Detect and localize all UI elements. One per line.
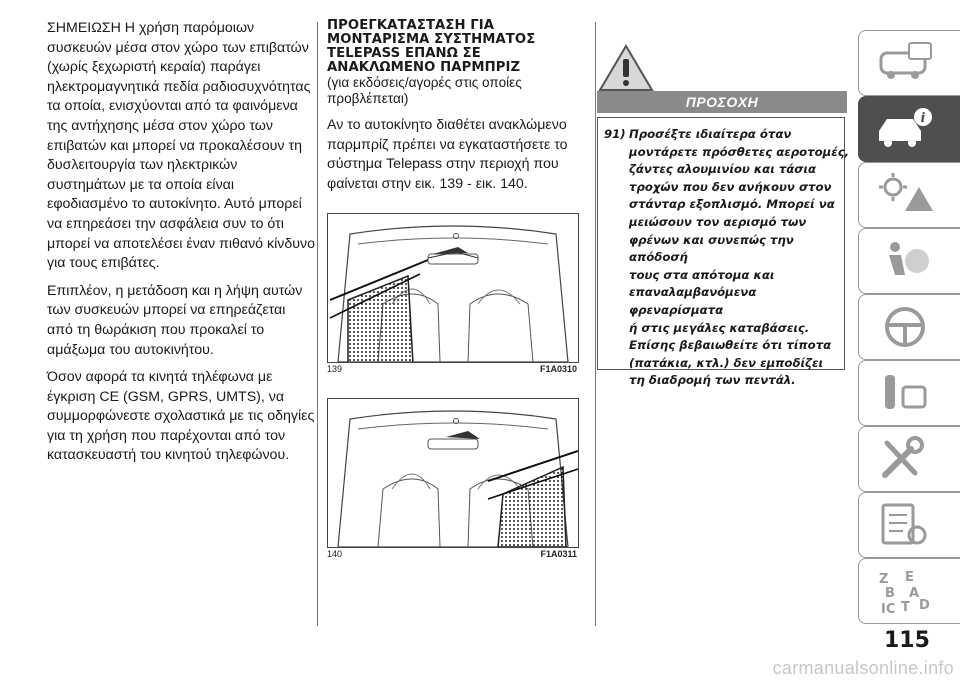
steering-wheel-icon xyxy=(875,303,935,351)
windshield-illustration xyxy=(327,398,579,548)
figure-code: F1A0310 xyxy=(539,364,577,374)
section-subnote: (για εκδόσεις/αγορές στις οποίες προβλέπεται) xyxy=(327,75,522,106)
airbag-safety-icon xyxy=(875,237,935,285)
paragraph: Όσον αφορά τα κινητά τηλέφωνα με έγκριση CE (GSM, GPRS, UMTS), να συμμορφώνεστε σχολαστικά με τις οδηγίες για τη χρήση που παρέχονται από τον κατασκευαστή του κινητού τηλεφώνου. xyxy=(47,369,315,464)
tab-getting-to-know-car[interactable] xyxy=(858,96,960,162)
tab-maintenance[interactable] xyxy=(858,426,960,492)
middle-column xyxy=(327,19,592,202)
warning-triangle-icon xyxy=(597,43,655,93)
column-divider xyxy=(595,22,596,626)
tab-emergency[interactable] xyxy=(858,360,960,426)
svg-text:Z: Z xyxy=(879,572,889,587)
figure-number: 140 xyxy=(327,549,343,559)
paragraph: Επιπλέον, η μετάδοση και η λήψη αυτών των συσκευών μπορεί να επηρεάζεται από τη θωράκιση που προκαλεί το αμάξωμα του αυτοκινήτου. xyxy=(47,282,303,358)
svg-text:E: E xyxy=(905,570,914,585)
figure-code: F1A0311 xyxy=(540,549,577,559)
figure-number: 139 xyxy=(327,364,343,374)
left-column xyxy=(47,19,315,474)
tab-technical-data[interactable] xyxy=(858,492,960,558)
svg-text:i: i xyxy=(920,111,926,126)
page-number: 115 xyxy=(884,628,930,653)
alphabetical-index-icon xyxy=(875,567,935,615)
car-dashboard-icon xyxy=(875,39,935,87)
windshield-illustration xyxy=(327,213,579,363)
section-body: Αν το αυτοκίνητο διαθέτει ανακλώμενο παρμπρίζ πρέπει να εγκαταστήσετε το σύστημα Telepass στην περιοχή που φαίνεται στην εικ. 139 - εικ. 140. xyxy=(327,117,568,192)
svg-text:T: T xyxy=(901,600,910,615)
warning-lights-icon xyxy=(875,171,935,219)
svg-text:A: A xyxy=(909,586,920,601)
watermark: carmanualsonline.info xyxy=(772,658,954,678)
paragraph: ΣΗΜΕΙΩΣΗ Η χρήση παρόμοιων συσκευών μέσα στον χώρο των επιβατών (χωρίς ξεχωριστή κεραία) παράγει ηλεκτρομαγνητικά πεδία ραδιοσυχνότητας τα οποία, ενισχύονται από τα φαινόμενα της αντήχησης μέσα στον χώρο των επιβατών και μπορεί να προκαλέσουν τη δυσλειτουργία των ηλεκτρικών συστημάτων με τα οποία είναι εφοδιασμένο το αυτοκίνητο. Αυτό μπορεί να επηρεάσει την ασφάλεια συν το ότι μπορεί να αποτελέσει έναν πιθανό κίνδυνο για τους επιβάτες. xyxy=(47,20,315,272)
svg-text:D: D xyxy=(919,598,930,613)
section-heading: ΠΡΟΕΓΚΑΤΑΣΤΑΣΗ ΓΙΑ ΜΟΝΤΑΡΙΣΜΑ ΣΥΣΤΗΜΑΤΟΣ TELEPASS ΕΠΑΝΩ ΣΕ ΑΝΑΚΛΩΜΕΝΟ ΠΑΡΜΠΡΙΖ xyxy=(327,18,536,75)
technical-data-icon xyxy=(875,501,935,549)
warning-banner: ΠΡΟΣΟΧΗ xyxy=(597,91,847,113)
figure-139 xyxy=(327,213,577,383)
tab-driving[interactable] xyxy=(858,294,960,360)
column-divider xyxy=(317,22,318,626)
figure-140 xyxy=(327,398,577,568)
warning-item-text: Προσέξτε ιδιαίτερα όταν μοντάρετε πρόσθετες αεροτομές, ζάντες αλουμινίου και τάσια τροχών που δεν ανήκουν στον στάνταρ εξοπλισμό. Μπορεί να μειώσουν τον αερισμό των φρένων και συνεπώς την απόδοσή τους στα απότομα και επαναλαμβανόμενα φρεναρίσματα ή στις μεγάλες καταβάσεις. Επίσης βεβαιωθείτε ότι τίποτα (πατάκια, κτλ.) δεν εμποδίζει τη διαδρομή των πεντάλ. xyxy=(629,127,850,388)
warning-item-number: 91) xyxy=(604,127,626,141)
tab-dashboard[interactable] xyxy=(858,30,960,96)
maintenance-wrench-icon xyxy=(875,435,935,483)
warning-item xyxy=(604,126,850,390)
svg-text:B: B xyxy=(885,586,895,601)
tab-index[interactable] xyxy=(858,558,960,624)
tab-safety[interactable] xyxy=(858,228,960,294)
svg-text:IC: IC xyxy=(881,602,896,615)
emergency-tools-icon xyxy=(875,369,935,417)
car-info-icon xyxy=(875,105,935,153)
tab-warning-lights[interactable] xyxy=(858,162,960,228)
